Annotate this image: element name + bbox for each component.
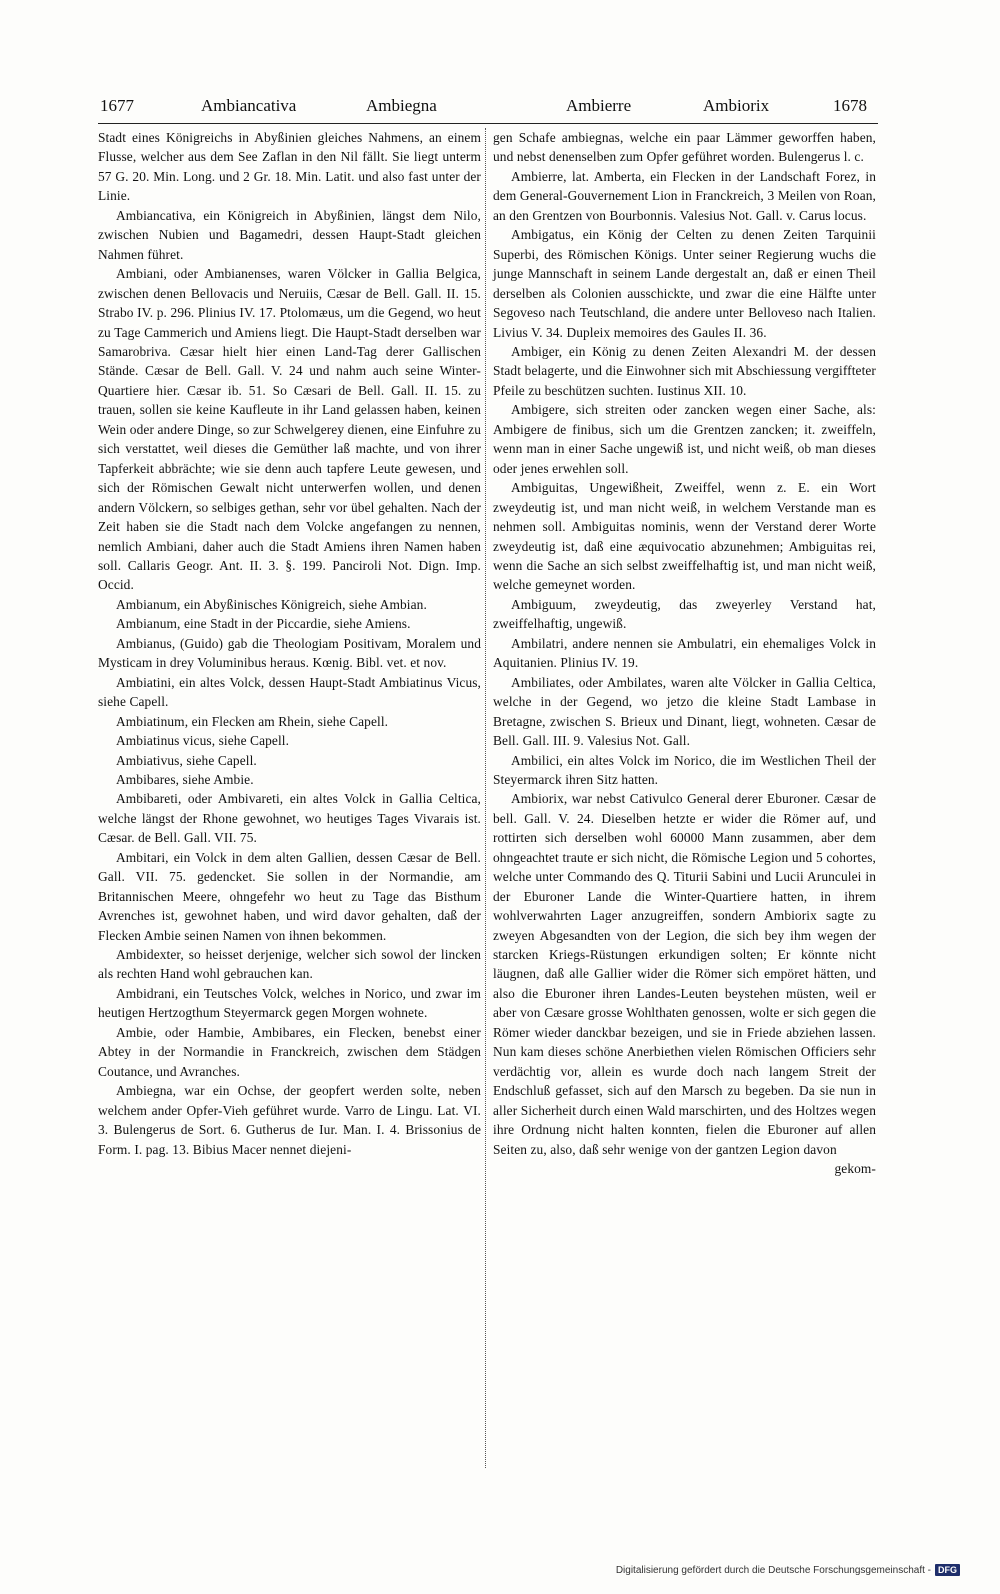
- dictionary-entry: Ambiger, ein König zu denen Zeiten Alexandri M. der dessen Stadt belagerte, und die Einwohner sich mit Abschiessung vergiffteter Pfeile zu beschützen suchten. Iustinus XII. 10.: [493, 343, 876, 398]
- dictionary-entry: Stadt eines Königreichs in Abyßinien gleiches Nahmens, an einem Flusse, welcher aus dem See Zaflan in den Nil fällt. Sie liegt unterm 57 G. 20. Min. Long. und 2 Gr. 18. Min. Latit. und also fast unter der Linie.: [98, 130, 481, 204]
- header-catchword-2: Ambiegna: [366, 96, 437, 115]
- dictionary-entry: Ambidexter, so heisset derjenige, welcher sich sowol der lincken als rechten Hand wohl gebrauchen kan.: [98, 947, 481, 982]
- dictionary-entry: gekom-: [834, 1161, 876, 1177]
- dictionary-entry: Ambibareti, oder Ambivareti, ein altes Volck in Gallia Celtica, welche längst der Rhone gewohnet, wo heutiges Tages Vivarais ist. Cæsar. de Bell. Gall. VII. 75.: [98, 791, 481, 846]
- dictionary-entry: Ambianus, (Guido) gab die Theologiam Positivam, Moralem und Mysticam in drey Voluminibus heraus. Kœnig. Bibl. vet. et nov.: [98, 635, 481, 671]
- page-number-right: 1678: [833, 96, 867, 115]
- dictionary-entry: Ambigatus, ein König der Celten zu denen Zeiten Tarquinii Superbi, des Römischen Königs. Unter seiner Regierung wuchs die junge Mannschaft in seinem Lande dergestalt an, daß er einen Theil derselben als Colonien ausschickte, und zwar die eine Hälfte unter Segoveso nach Teutschland, die andere unter Belloveso nach Italien. Livius V. 34. Dupleix memoires des Gaules II. 36.: [493, 227, 876, 340]
- page-number-left: 1677: [100, 96, 134, 115]
- dictionary-entry: Ambiatini, ein altes Volck, dessen Haupt-Stadt Ambiatinus Vicus, siehe Capell.: [98, 674, 481, 710]
- dictionary-entry: Ambiatinum, ein Flecken am Rhein, siehe Capell.: [116, 713, 389, 729]
- dictionary-entry: Ambidrani, ein Teutsches Volck, welches in Norico, und zwar im heutigen Hertzogthum Steyermarck gegen Morgen wohnete.: [98, 985, 481, 1021]
- dictionary-entry: Ambilici, ein altes Volck im Norico, die im Westlichen Theil der Steyermarck ihren Sitz hatten.: [493, 752, 876, 787]
- dictionary-entry: Ambie, oder Hambie, Ambibares, ein Flecken, benebst einer Abtey in der Normandie in Franckreich, zwischen dem Städgen Coutance, und Avranches.: [98, 1024, 481, 1079]
- dictionary-entry: Ambierre, lat. Amberta, ein Flecken in der Landschaft Forez, in dem General-Gouvernement Lion in Franckreich, 3 Meilen von Roan, an den Grentzen von Bourbonnis. Valesius Not. Gall. v. Carus locus.: [493, 168, 876, 223]
- header-catchword-1: Ambiancativa: [201, 96, 297, 115]
- dictionary-entry: Ambibares, siehe Ambie.: [116, 771, 254, 787]
- dictionary-entry: gen Schafe ambiegnas, welche ein paar Lämmer geworffen haben, und nebst denenselben zum Opfer geführet worden. Bulengerus l. c.: [493, 130, 876, 165]
- dictionary-entry: Ambiativus, siehe Capell.: [116, 752, 257, 768]
- header-catchword-4: Ambiorix: [703, 96, 770, 115]
- dictionary-entry: Ambiancativa, ein Königreich in Abyßinien, längst dem Nilo, zwischen Nubien und Bagamedri, dessen Haupt-Stadt gleichen Nahmen führet.: [98, 207, 481, 262]
- dictionary-entry: Ambiatinus vicus, siehe Capell.: [116, 733, 290, 749]
- header-rule: [98, 123, 878, 124]
- dictionary-entry: Ambianum, eine Stadt in der Piccardie, siehe Amiens.: [116, 616, 411, 632]
- digitization-credit: [616, 1564, 960, 1576]
- dictionary-entry: Ambiliates, oder Ambilates, waren alte Völcker in Gallia Celtica, welche in der Gegend, wo jetzo die kleine Stadt Lambase in Bretagne, zwischen S. Brieux und Dinant, liegt, wohneten. Cæsar de Bell. Gall. III. 9. Valesius Not. Gall.: [493, 674, 876, 749]
- dictionary-entry: Ambianum, ein Abyßinisches Königreich, siehe Ambian.: [116, 596, 427, 612]
- dictionary-entry: Ambigere, sich streiten oder zancken wegen einer Sache, als: Ambigere de finibus, sich um die Grentzen zancken; it. zweiffeln, wenn man in einer Sache ungewiß ist, und nicht weiß, ob man dieses oder jenes erwehlen soll.: [493, 402, 876, 476]
- dictionary-entry: Ambitari, ein Volck in dem alten Gallien, dessen Cæsar de Bell. Gall. VII. 75. gedencket. Sie sollen in der Normandie, am Britannischen Meere, ohngefehr wo heut zu Tage das Bisthum Avrenches ist, gewohnet haben, und wird davor gehalten, daß der Flecken Ambie seinen Namen von ihnen bekommen.: [98, 849, 481, 943]
- dfg-logo: DFG: [935, 1564, 960, 1576]
- header-catchword-3: Ambierre: [566, 96, 632, 115]
- dictionary-entry: Ambiguitas, Ungewißheit, Zweiffel, wenn z. E. ein Wort zweydeutig ist, und man nicht weiß, in welchem Verstande man es nehmen soll. Ambiguitas nominis, wenn der Verstand derer Worte zweydeutig ist, daß eine æquivocatio abzunehmen; Ambiguitas rei, wenn die Sache an sich selbst zweiffelhaftig ist, und man nicht weiß, welche gemeynet worden.: [493, 480, 876, 593]
- dictionary-entry: Ambilatri, andere nennen sie Ambulatri, ein ehemaliges Volck in Aquitanien. Plinius IV. 19.: [493, 635, 876, 671]
- right-column: [493, 128, 876, 1178]
- column-divider: [485, 128, 486, 1468]
- page-header: [98, 92, 878, 122]
- dictionary-entry: Ambiani, oder Ambianenses, waren Völcker in Gallia Belgica, zwischen denen Bellovacis und Neruiis, Cæsar de Bell. Gall. II. 15. Strabo IV. p. 296. Plinius IV. 17. Ptolomæus, um die Gegend, wo heut zu Tage Cammerich und Amiens liegt. Die Haupt-Stadt derselben war Samarobriva. Cæsar hielt hier einen Land-Tag derer Gallischen Stände. Cæsar de Bell. Gall. V. 24 und nahm auch seine Winter-Quartiere hier. Cæsar ib. 51. So Cæsari de Bell. Gall. II. 15. zu trauen, sollen sie keine Kaufleute in ihr Land gelassen haben, keinen Wein oder andere Dinge, so zur Schwelgerey dienen, eine Einfuhre zu sich verstattet, weil dieses die Gemüther laß machte, und von ihrer Tapferkeit abbrächte; wie sie denn auch tapfere Leute gewesen, und sich der Römischen Gewalt nicht unterwerfen wollen, und denen andern Völckern, so selbiges gethan, sehr vor übel gehalten. Nach der Zeit haben sie die Stadt nach dem Volcke angefangen zu nennen, nemlich Ambiani, daher auch die Stadt Amiens ihren Namen haben soll. Callaris Geogr. Ant. II. 3. §. 199. Panciroli Not. Dign. Imp. Occid.: [98, 266, 481, 593]
- credit-text: Digitalisierung gefördert durch die Deutsche Forschungsgemeinschaft -: [615, 1564, 931, 1576]
- dictionary-entry: Ambiegna, war ein Ochse, der geopfert werden solte, neben welchem ander Opfer-Vieh geführet wurde. Varro de Lingu. Lat. VI. 3. Bulengerus de Sort. 6. Gutherus de Iur. Man. I. 4. Brissonius de Form. I. pag. 13. Bibius Macer nennet diejeni-: [98, 1083, 481, 1157]
- left-column: [98, 128, 481, 1159]
- dictionary-entry: Ambiorix, war nebst Cativulco General derer Eburoner. Cæsar de bell. Gall. V. 24. Dieselben hetzte er wider die Römer auf, und rottirten sich derselben wohl 60000 Mann zusammen, aber dem ohngeachtet traute er sich nicht, die Römische Legion und 5 cohortes, welche unter Commando des Q. Titurii Sabini und Lucii Arunculei in der Eburoner Lande die Winter-Quartiere hatten, in ihrem wohlverwahrten Lager anzugreiffen, sondern Ambiorix sagte zu zweyen Abgesandten von der Legion, die sich bey ihm wegen der starcken Kriegs-Rüstungen erkundigen solten; Er könnte nicht läugnen, daß alle Gallier wider die Römer sich empöret hätten, und also die Eburoner ihren Landes-Leuten beystehen müsten, weil er aber von Cæsare grosse Wohlthaten genossen, wolte er sich gegen die Römer wieder danckbar bezeigen, und sie in Friede abziehen lassen. Nun kam dieses schöne Anerbiethen vielen Römischen Officiers sehr verdächtig vor, allein es wurde doch nach langem Streit der Endschluß gefasset, sich auf den Marsch zu begeben. Da sie nun in aller Sicherheit durch einen Wald marschirten, und des Holtzes wegen ihre Ordnung nicht halten konnten, fielen die Eburoner auf allen Seiten zu, also, daß sehr wenige von der gantzen Legion davon: [493, 791, 876, 1157]
- dictionary-entry: Ambiguum, zweydeutig, das zweyerley Verstand hat, zweiffelhaftig, ungewiß.: [493, 596, 876, 632]
